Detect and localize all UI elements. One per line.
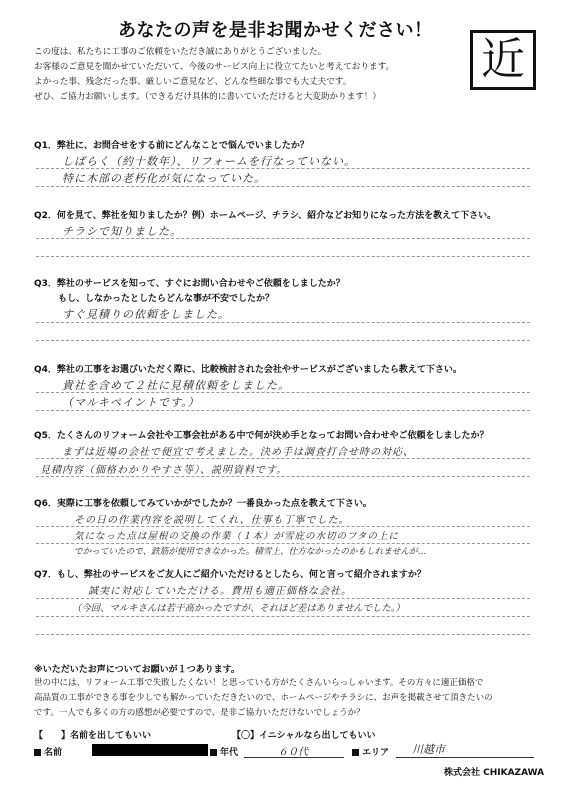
permission-option-initial[interactable]: 【〇】イニシャルなら出してもいい bbox=[232, 731, 376, 741]
answer-6-line-2: 気になった点は屋根の交換の作業（１本）が雪庇の水切のフタの上に bbox=[74, 531, 399, 542]
answer-1-line-2: 特に木部の老朽化が気になっていた。 bbox=[62, 172, 266, 185]
answer-4-line-2: （マルキペイントです。） bbox=[62, 396, 200, 409]
answer-rule bbox=[36, 543, 530, 544]
answer-2-line-1: チラシで知りました。 bbox=[62, 225, 182, 238]
page-title: あなたの声を是非お聞かせください！ bbox=[118, 20, 433, 41]
answer-7-line-1: 誠実に対応していただける。費用も適正価格な会社。 bbox=[88, 586, 352, 597]
question-5: Q5．たくさんのリフォーム会社や工事会社がある中で何が決め手となってお問い合わせやご依頼をしましたか？ bbox=[34, 431, 489, 441]
question-2: Q2．何を見て、弊社を知りましたか？例）ホームページ、チラシ、紹介などお知りになった方法を教えて下さい。 bbox=[34, 211, 497, 221]
answer-rule bbox=[36, 168, 530, 169]
square-bullet-icon bbox=[34, 749, 41, 756]
logo-mark: 近 bbox=[481, 34, 525, 85]
age-field bbox=[210, 745, 238, 758]
answer-6-line-1: その日の作業内容を説明してくれ、仕事も丁寧でした。 bbox=[74, 515, 350, 526]
answer-5-line-2: 見積内容（価格わかりやすさ等）、説明資料です。 bbox=[40, 465, 288, 476]
name-field bbox=[34, 745, 62, 758]
answer-rule bbox=[36, 340, 530, 341]
name-label: 名前 bbox=[44, 748, 63, 758]
age-underline bbox=[244, 757, 344, 758]
question-3: Q3．弊社のサービスを知って、すぐにお問い合わせやご依頼をしましたか？ bbox=[34, 279, 345, 289]
answer-rule bbox=[36, 238, 530, 239]
intro-line: ぜひ、ご協力お願いします。（できるだけ具体的に書いていただけると大変助かります！） bbox=[34, 92, 382, 102]
area-field bbox=[352, 745, 389, 758]
intro-text bbox=[34, 45, 464, 105]
respondent-fields bbox=[34, 745, 534, 759]
closing-text bbox=[34, 676, 534, 721]
answer-6-line-3: でかっていたので、鉄筋が使用できなかった。積雪上、仕方なかったのかもしれませんが… bbox=[74, 547, 427, 557]
answer-5-line-1: まずは近場の会社で便宜で考えました。決め手は調査打合せ時の対応、 bbox=[62, 447, 414, 458]
age-value: ６０代 bbox=[278, 747, 308, 758]
square-bullet-icon bbox=[210, 749, 217, 756]
company-logo bbox=[470, 30, 536, 90]
answer-rule bbox=[36, 616, 530, 617]
company-name: 株式会社 CHIKAZAWA bbox=[444, 768, 545, 778]
area-value: 川越市 bbox=[412, 743, 445, 756]
answer-3-line-1: すぐ見積りの依頼をしました。 bbox=[62, 308, 230, 321]
answer-rule bbox=[36, 598, 530, 599]
question-3-sub: もし、しなかったとしたらどんな事が不安でしたか？ bbox=[58, 294, 275, 304]
area-label: エリア bbox=[362, 748, 390, 758]
age-label: 年代 bbox=[220, 748, 239, 758]
question-4: Q4．弊社の工事をお選びいただく際に、比較検討された会社やサービスがございましたら教えて下さい。 bbox=[34, 365, 462, 375]
answer-rule bbox=[36, 392, 530, 393]
answer-rule bbox=[36, 458, 530, 459]
area-underline bbox=[396, 757, 534, 758]
answer-rule bbox=[36, 322, 530, 323]
closing-line: 世の中には、リフォーム工事で失敗したくない！と思っている方がたくさんいらっしゃいます。その方々に適正価格で bbox=[34, 678, 484, 688]
closing-line: です。一人でも多くの方の感想が必要ですので、是非ご協力いただけないでしょうか？ bbox=[34, 708, 365, 718]
square-bullet-icon bbox=[352, 749, 359, 756]
answer-rule bbox=[36, 256, 530, 257]
question-6: Q6．実際に工事を依頼してみていかがでしたか？一番良かった点を教えて下さい。 bbox=[34, 499, 372, 509]
intro-line: お客様のご意見を聞かせていただいて、今後のサービス向上に役立てたいと考えております。 bbox=[34, 62, 395, 72]
answer-rule bbox=[36, 526, 530, 527]
intro-line: この度は、私たちに工事のご依頼をいただき誠にありがとうございました。 bbox=[34, 47, 327, 57]
question-7: Q7．もし、弊社のサービスをご友人にご紹介いただけるとしたら、何と言って紹介されますか？ bbox=[34, 570, 426, 580]
permission-option-name[interactable]: 【 】名前を出してもいい bbox=[34, 731, 152, 741]
answer-1-line-1: しばらく（約十数年）、リフォームを行なっていない。 bbox=[62, 155, 356, 168]
closing-line: 高品質の工事ができる事を少しでも解かっていただきたいので、ホームページやチラシに、お声を掲載させて頂きたいの bbox=[34, 693, 493, 703]
answer-7-line-2: （今回、マルキさんは若干高かったですが、それほど差はありませんでした。） bbox=[72, 603, 405, 614]
answer-rule bbox=[36, 186, 530, 187]
intro-line: よかった事、残念だった事、厳しいご意見など、どんな些細な事でも大丈夫です。 bbox=[34, 77, 352, 87]
redacted-name bbox=[92, 744, 208, 756]
answer-rule bbox=[36, 634, 530, 635]
answer-rule bbox=[36, 410, 530, 411]
question-1: Q1．弊社に、お問合せをする前にどんなことで悩んでいましたか？ bbox=[34, 141, 309, 151]
answer-rule bbox=[36, 476, 530, 477]
answer-4-line-1: 貴社を含めて２社に見積依頼をしました。 bbox=[62, 379, 290, 392]
closing-title: ※いただいたお声についてお願いが１つあります。 bbox=[34, 665, 240, 675]
